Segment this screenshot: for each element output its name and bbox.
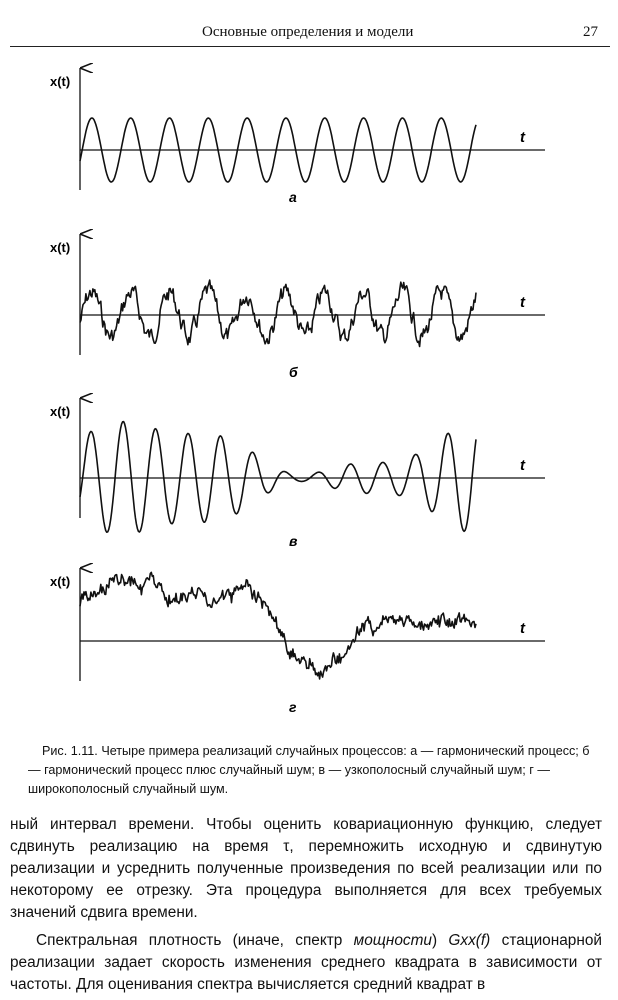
panel-letter: в <box>289 533 298 549</box>
paragraph-2-italic: мощности <box>353 932 432 949</box>
panel-3 <box>50 398 545 549</box>
panel-letter: б <box>289 364 298 380</box>
y-axis-label: x(t) <box>50 404 71 419</box>
paragraph-2-start: Спектральная плотность (иначе, спектр <box>36 932 354 949</box>
waveform-3 <box>80 422 476 533</box>
paragraph-2: Спектральная плотность (иначе, спектр мощности) Gxx(f) стационарной реализации задает скорость изменения среднего квадрата в зависимости от частоты. Для оценивания спектра вычисляется средний квадрат в <box>10 932 603 993</box>
paragraph-2-symbol: Gxx(f) <box>448 932 491 949</box>
paragraph-2-end: стационарной реализации задает скорость изменения среднего квадрата в зависимости от частоты. Для оценивания спектра вычисляется средний квадрат в <box>10 932 603 993</box>
x-axis-label: t <box>520 129 525 146</box>
x-axis-label: t <box>520 620 525 637</box>
caption-label: Рис. 1.11. <box>42 744 98 758</box>
page-number: 27 <box>583 24 598 40</box>
x-axis-label: t <box>520 457 525 474</box>
y-axis-label: x(t) <box>50 574 71 589</box>
x-axis-label: t <box>520 294 525 311</box>
body-text <box>10 814 602 996</box>
caption-text: Четыре примера реализаций случайных процессов: а — гармонический процесс; б — гармонический процесс плюс случайный шум; в — узкополосный случайный шум; г — широкополосный случайный шум. <box>28 744 590 796</box>
paragraph-1: ный интервал времени. Чтобы оценить ковариационную функцию, следует сдвинуть реализацию на время τ, перемножить исходную и сдвинутую реализации и усреднить полученные произведения по всей реализации или по некоторому ее отрезку. Эта процедура выполняется для всех требуемых значений сдвига времени. <box>10 816 602 921</box>
figure-caption <box>28 742 598 799</box>
waveform-4 <box>80 572 476 679</box>
panel-letter: а <box>289 189 297 205</box>
panel-4 <box>50 568 545 715</box>
running-header-title: Основные определения и модели <box>202 24 414 40</box>
panel-2 <box>50 234 545 380</box>
figure-panels <box>50 68 545 715</box>
panel-letter: г <box>289 699 297 715</box>
y-axis-label: x(t) <box>50 74 71 89</box>
y-axis-label: x(t) <box>50 240 71 255</box>
panel-1 <box>50 68 545 205</box>
waveform-2 <box>80 280 476 346</box>
